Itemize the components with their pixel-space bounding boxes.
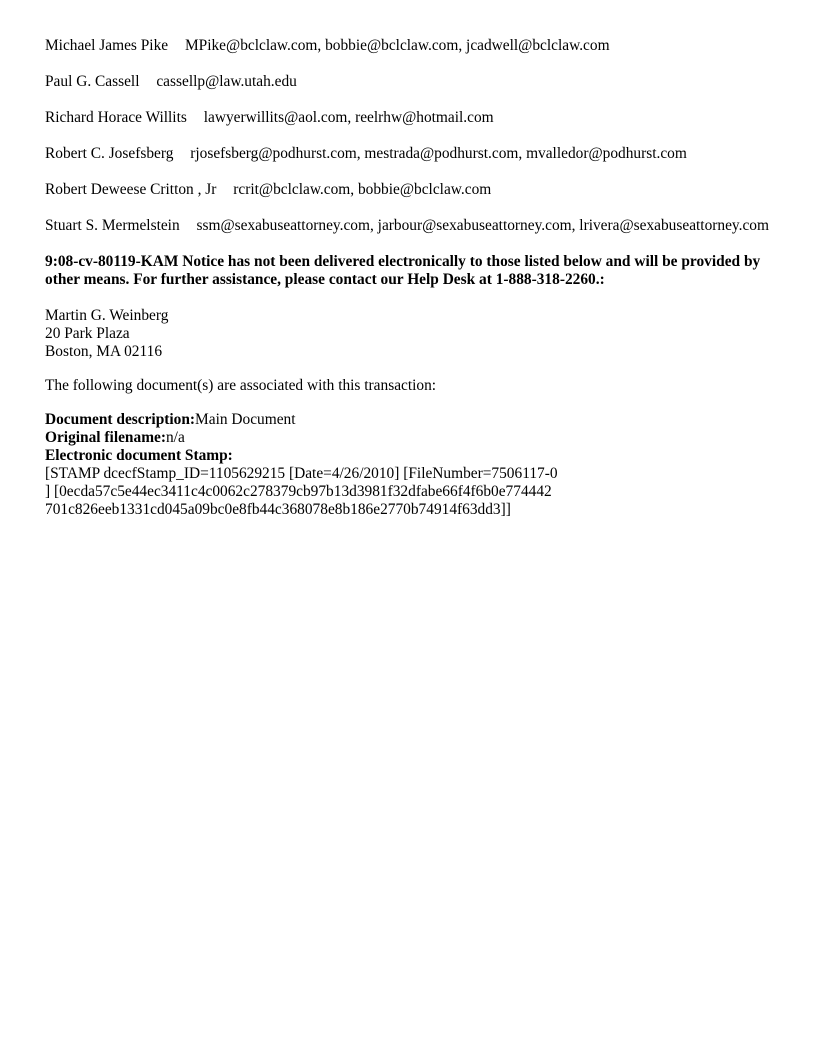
electronic-stamp-line: [STAMP dcecfStamp_ID=1105629215 [Date=4/26/2010] [FileNumber=7506117-0 bbox=[45, 465, 558, 482]
recipient-entry bbox=[45, 73, 785, 91]
associated-documents-text: The following document(s) are associated with this transaction: bbox=[45, 377, 437, 394]
original-filename-value: n/a bbox=[165, 429, 185, 446]
address-street: 20 Park Plaza bbox=[45, 325, 130, 342]
original-filename-label: Original filename: bbox=[45, 429, 166, 446]
mailing-address bbox=[45, 307, 785, 361]
original-filename-row bbox=[45, 429, 785, 447]
recipient-name: Paul G. Cassell bbox=[45, 73, 140, 90]
recipient-emails: MPike@bclclaw.com, bobbie@bclclaw.com, jcadwell@bclclaw.com bbox=[184, 37, 610, 54]
electronic-stamp-line: 701c826eeb1331cd045a09bc0e8fb44c368078e8b186e2770b74914f63dd3]] bbox=[45, 501, 511, 518]
document-description-label: Document description: bbox=[45, 411, 196, 428]
address-name: Martin G. Weinberg bbox=[45, 307, 169, 324]
electronic-stamp-line: ] [0ecda57c5e44ec3411c4c0062c278379cb97b13d3981f32dfabe66f4f6b0e774442 bbox=[45, 483, 552, 500]
notice-page bbox=[45, 37, 785, 519]
recipient-entry bbox=[45, 181, 785, 199]
recipient-emails: cassellp@law.utah.edu bbox=[156, 73, 297, 90]
recipient-entry bbox=[45, 109, 785, 127]
recipient-emails: lawyerwillits@aol.com, reelrhw@hotmail.com bbox=[203, 109, 494, 126]
recipient-emails: ssm@sexabuseattorney.com, jarbour@sexabuseattorney.com, lrivera@sexabuseattorney.com bbox=[196, 217, 769, 234]
recipient-emails: rcrit@bclclaw.com, bobbie@bclclaw.com bbox=[233, 181, 492, 198]
recipient-name: Stuart S. Mermelstein bbox=[45, 217, 180, 234]
document-description-value: Main Document bbox=[195, 411, 296, 428]
recipient-emails: rjosefsberg@podhurst.com, mestrada@podhurst.com, mvalledor@podhurst.com bbox=[190, 145, 687, 162]
document-description-row bbox=[45, 411, 785, 429]
recipient-entry bbox=[45, 145, 785, 163]
document-info bbox=[45, 411, 785, 519]
electronic-stamp-label: Electronic document Stamp: bbox=[45, 447, 233, 464]
recipient-entry bbox=[45, 37, 785, 55]
recipient-entry bbox=[45, 217, 785, 235]
recipient-name: Robert Deweese Critton , Jr bbox=[45, 181, 217, 198]
recipient-name: Robert C. Josefsberg bbox=[45, 145, 174, 162]
recipient-name: Richard Horace Willits bbox=[45, 109, 187, 126]
address-city: Boston, MA 02116 bbox=[45, 343, 163, 360]
non-electronic-notice-heading: 9:08-cv-80119-KAM Notice has not been delivered electronically to those listed below and will be provided by other means. For further assistance, please contact our Help Desk at 1-888-318-2260.: bbox=[45, 253, 761, 288]
recipient-name: Michael James Pike bbox=[45, 37, 169, 54]
